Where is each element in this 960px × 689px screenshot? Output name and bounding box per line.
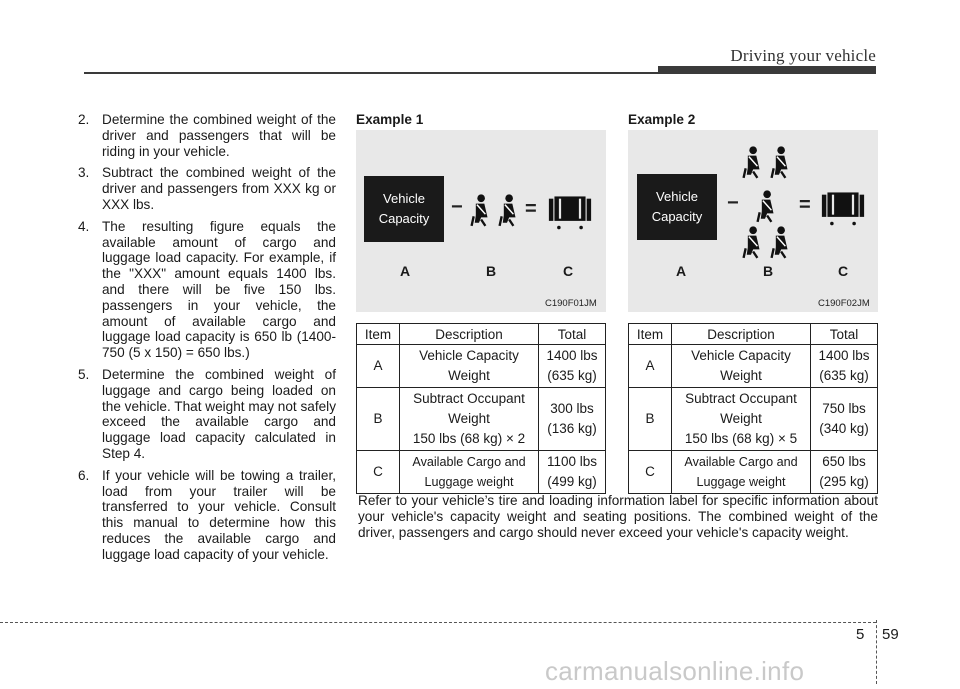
step-item — [78, 165, 336, 212]
desc-line: Weight — [448, 368, 490, 383]
total-line: 1400 lbs — [546, 348, 598, 363]
seated-passenger-icon — [738, 226, 764, 260]
desc-line: Subtract Occupant — [413, 391, 525, 406]
desc-line: 150 lbs (68 kg) × 2 — [412, 431, 526, 446]
total-line: (295 kg) — [819, 474, 869, 489]
step-item — [78, 219, 336, 361]
step-number: 5. — [78, 366, 90, 382]
desc-line: Vehicle Capacity — [419, 348, 519, 363]
seated-passenger-icon — [766, 226, 792, 260]
footer-separator — [876, 620, 877, 684]
total-line: 750 lbs — [822, 401, 866, 416]
table-row — [357, 451, 606, 494]
total-line: 650 lbs — [822, 454, 866, 469]
total-line: (635 kg) — [819, 368, 869, 383]
header-rule — [84, 72, 876, 74]
header-item: Item — [357, 324, 400, 345]
desc-line: Subtract Occupant — [685, 391, 797, 406]
step-item — [78, 112, 336, 159]
cell-description — [672, 451, 811, 494]
step-item — [78, 367, 336, 462]
header-item: Item — [629, 324, 672, 345]
step-number: 3. — [78, 165, 90, 181]
watermark-text: carmanualsonline.info — [545, 656, 805, 686]
cell-item: A — [357, 345, 400, 388]
page-number: 59 — [882, 626, 899, 643]
cell-description — [400, 451, 539, 494]
seated-passenger-icon — [766, 146, 792, 180]
label-b: B — [486, 263, 497, 279]
total-line: (340 kg) — [819, 421, 869, 436]
example-2-title: Example 2 — [628, 112, 696, 127]
total-line: (136 kg) — [547, 421, 597, 436]
cell-total — [539, 345, 606, 388]
header-total: Total — [811, 324, 878, 345]
refer-paragraph: Refer to your vehicle’s tire and loading information label for specific information about your vehicle's capacity weight and seating positions. The combined weight of the driver, passengers and cargo should never exceed your vehicle's capacity weight. — [358, 493, 878, 540]
section-title: Driving your vehicle — [730, 46, 876, 65]
example-2-table — [628, 323, 878, 494]
step-text: Determine the combined weight of luggage and cargo being loaded on the vehicle. That weight may not safely exceed the available cargo and luggage load capacity calculated in Step 4. — [102, 366, 336, 461]
seated-passenger-icon — [738, 146, 764, 180]
minus-sign: − — [451, 196, 463, 218]
total-line: (499 kg) — [547, 474, 597, 489]
desc-line: Weight — [720, 368, 762, 383]
vehicle-capacity-line2: Capacity — [651, 209, 703, 224]
desc-line: Vehicle Capacity — [691, 348, 791, 363]
header-description: Description — [672, 324, 811, 345]
step-number: 6. — [78, 467, 90, 483]
step-text: Subtract the combined weight of the driver and passengers from XXX kg or XXX lbs. — [102, 165, 336, 212]
label-c: C — [838, 263, 849, 279]
steps-list — [78, 112, 336, 569]
table-row — [357, 345, 606, 388]
figure-code: C190F01JM — [545, 298, 597, 309]
label-a: A — [676, 263, 687, 279]
step-number: 2. — [78, 112, 90, 127]
cell-total — [811, 451, 878, 494]
step-number: 4. — [78, 218, 90, 234]
desc-line: 150 lbs (68 kg) × 5 — [684, 431, 798, 446]
desc-line: Luggage weight — [424, 475, 514, 489]
equals-sign: = — [799, 194, 811, 216]
desc-line: Available Cargo and — [412, 455, 526, 469]
desc-line: Weight — [720, 411, 762, 426]
cell-description — [672, 388, 811, 451]
step-item — [78, 468, 336, 563]
example-1-title: Example 1 — [356, 112, 424, 127]
label-a: A — [400, 263, 411, 279]
seated-passenger-icon — [752, 190, 778, 224]
table-row — [629, 345, 878, 388]
equals-sign: = — [525, 198, 537, 220]
footer-rule — [0, 622, 876, 623]
desc-line: Luggage weight — [696, 475, 786, 489]
cell-description — [400, 388, 539, 451]
cell-total — [811, 388, 878, 451]
seated-passenger-icon — [494, 194, 520, 228]
table-header-row — [629, 324, 878, 345]
label-b: B — [763, 263, 774, 279]
cargo-trunk-icon — [818, 188, 868, 228]
table-row — [629, 388, 878, 451]
step-text: The resulting figure equals the available amount of cargo and luggage load capacity. For example, if the "XXX" amount equals 1400 lbs. and there will be five 150 lbs. passengers in your vehicle, the amount of available cargo and luggage load capacity is 650 lb (1400-750 (5 x 150) = 650 lbs.) — [102, 218, 336, 361]
section-number: 5 — [856, 626, 865, 643]
vehicle-capacity-line1: Vehicle — [656, 189, 698, 204]
cell-total — [539, 388, 606, 451]
cell-item: C — [629, 451, 672, 494]
example-1-table — [356, 323, 606, 494]
vehicle-capacity-line1: Vehicle — [383, 191, 425, 206]
total-line: 1100 lbs — [546, 454, 598, 469]
figure-code: C190F02JM — [818, 298, 870, 309]
cell-total — [811, 345, 878, 388]
total-line: 300 lbs — [550, 401, 594, 416]
cell-item: B — [629, 388, 672, 451]
table-header-row — [357, 324, 606, 345]
cell-description — [672, 345, 811, 388]
header-description: Description — [400, 324, 539, 345]
cargo-trunk-icon — [545, 192, 595, 232]
minus-sign: − — [727, 192, 739, 214]
table-row — [357, 388, 606, 451]
step-text: If your vehicle will be towing a trailer, load from your trailer will be transferred to your vehicle. Consult this manual to determine how this reduces the available cargo and luggage load capacity of your vehicle. — [102, 467, 336, 562]
total-line: (635 kg) — [547, 368, 597, 383]
total-line: 1400 lbs — [818, 348, 870, 363]
seated-passenger-icon — [466, 194, 492, 228]
desc-line: Available Cargo and — [684, 455, 798, 469]
cell-item: B — [357, 388, 400, 451]
header-total: Total — [539, 324, 606, 345]
vehicle-capacity-box — [637, 174, 717, 240]
desc-line: Weight — [448, 411, 490, 426]
cell-description — [400, 345, 539, 388]
vehicle-capacity-line2: Capacity — [378, 211, 430, 226]
label-c: C — [563, 263, 574, 279]
table-row — [629, 451, 878, 494]
step-text: Determine the combined weight of the driver and passengers that will be riding in your vehicle. — [102, 112, 336, 159]
cell-total — [539, 451, 606, 494]
cell-item: A — [629, 345, 672, 388]
cell-item: C — [357, 451, 400, 494]
vehicle-capacity-box — [364, 176, 444, 242]
